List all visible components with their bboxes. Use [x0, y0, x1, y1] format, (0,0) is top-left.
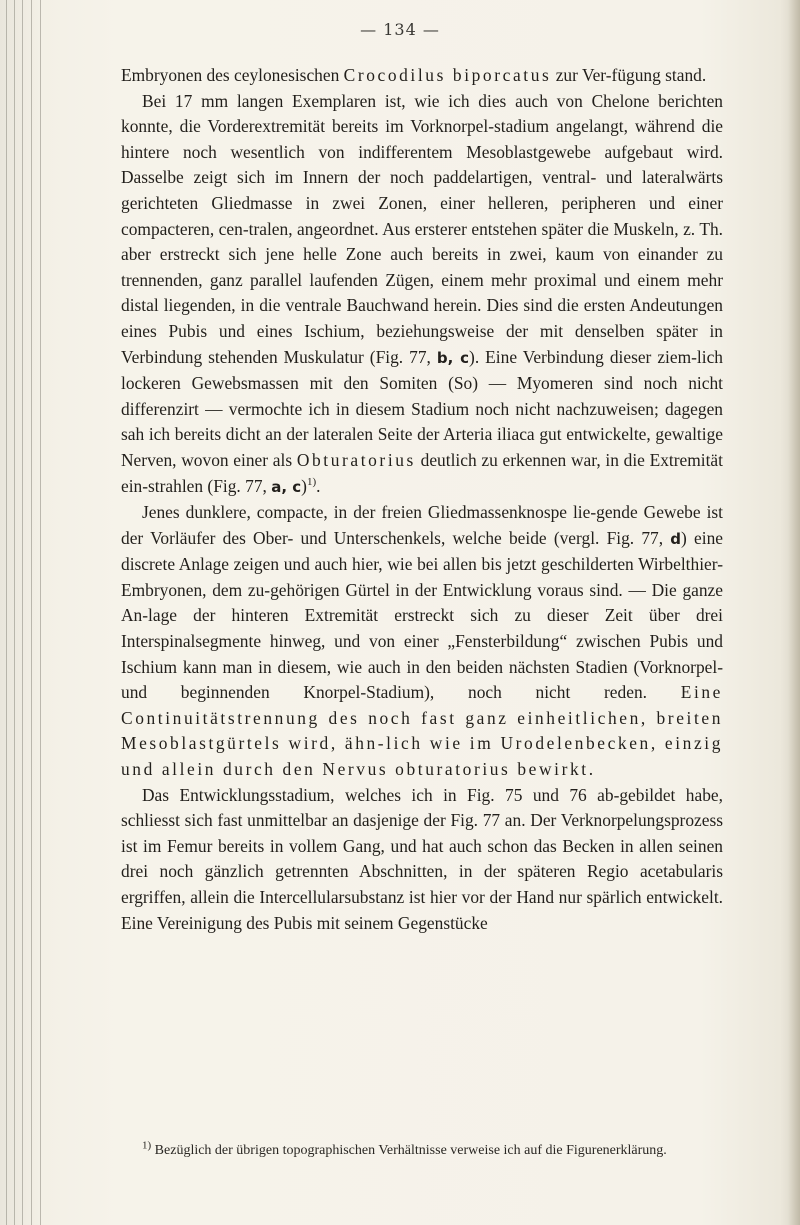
nerve-name: Obturatorius — [296, 449, 416, 470]
species-name: Crocodilus biporcatus — [343, 65, 552, 85]
binding-line — [14, 0, 15, 1225]
footnote-text: Bezüglich der übrigen topographischen Verhältnisse verweise ich auf die Figurenerklärung. — [151, 1143, 667, 1158]
binding-line — [6, 0, 7, 1225]
binding-line — [40, 0, 41, 1225]
figure-label: d — [670, 529, 682, 548]
binding-line — [22, 0, 23, 1225]
figure-label: b, c — [436, 348, 470, 367]
paragraph-1: Embryonen des ceylonesischen Crocodilus biporcatus zur Ver-fügung stand. — [121, 65, 707, 85]
page-edge-shadow — [788, 0, 800, 1225]
emphasized-sentence: Eine Continuitätstrennung des noch fast ganz einheitlichen, breiten Mesoblastgürtels wird, ähn-lich wie im Urodelenbecken, einzig und allein durch den Nervus obturatorius bewirkt. — [121, 682, 723, 780]
footnote-marker: 1) — [142, 1139, 152, 1152]
paragraph-2: Bei 17 mm langen Exemplaren ist, wie ich dies auch von Chelone berichten konnte, die Vorderextremität bereits im Vorknorpel-stadium angelangt, während die hintere noch wesentlich von indifferentem Mesoblastgewebe aufgebaut wird. Dasselbe zeigt sich im Innern der noch paddelartigen, ventral- und lateralwärts gerichteten Gliedmasse in zwei Zonen, einer helleren, peripheren und einer compacteren, cen-tralen, angeordnet. Aus ersterer entstehen später die Muskeln, z. Th. aber erstreckt sich jene helle Zone auch bereits in zwei, kaum von einander zu trennenden, ganz parallel laufenden Zügen, einem mehr proximal und einem mehr distal liegenden, in die ventrale Bauchwand herein. Dies sind die ersten Andeutungen eines Pubis und eines Ischium, beziehungsweise der mit denselben später in Verbindung stehenden Muskulatur (Fig. 77, b, c). Eine Verbindung dieser ziem-lich lockeren Gewebsmassen mit den Somiten (So) — Myomeren sind noch nicht differenzirt — vermochte ich in diesem Stadium noch nicht nachzuweisen; dagegen sah ich bereits dicht an der lateralen Seite der Arteria iliaca gut entwickelte, gewaltige Nerven, wovon einer als Obturatorius deutlich zu erkennen war, in die Extremität ein-strahlen (Fig. 77, a, c)$^{1)}$. — [121, 90, 723, 496]
paragraph-4: Das Entwicklungsstadium, welches ich in Fig. 75 und 76 ab-gebildet habe, schliesst sich fast unmittelbar an dasjenige der Fig. 77 an. Der Verknorpelungsprozess ist im Femur bereits in vollem Gang, und hat auch schon das Becken in allen seinen drei noch gänzlich getrennten Abschnitten, in der späteren Regio acetabularis ergriffen, allein die Intercellularsubstanz ist hier vor der Hand nur spärlich entwickelt. Eine Vereinigung des Pubis mit seinem Gegenstücke — [121, 784, 723, 933]
page-number: — 134 — — [360, 20, 440, 39]
body-text — [121, 63, 723, 936]
binding-line — [31, 0, 32, 1225]
paragraph-3: Jenes dunklere, compacte, in der freien Gliedmassenknospe lie-gende Gewebe ist der Vorläufer des Ober- und Unterschenkels, welche beide (vergl. Fig. 77, d) eine discrete Anlage zeigen und auch hier, wie bei allen bis jetzt geschilderten Wirbelthier-Embryonen, dem zu-gehörigen Gürtel in der Entwicklung voraus sind. — Die ganze An-lage der hinteren Extremität erstreckt sich zu dieser Zeit über drei Interspinalsegmente hinweg, und von einer „Fensterbildung“ zwischen Pubis und Ischium kann man in diesem, wie auch in den beiden nächsten Stadien (Vorknorpel- und beginnenden Knorpel-Stadium), noch nicht reden. Eine Continuitätstrennung des noch fast ganz einheitlichen, breiten Mesoblastgürtels wird, ähn-lich wie im Urodelenbecken, einzig und allein durch den Nervus obturatorius bewirkt. — [121, 502, 723, 780]
figure-label: a, c — [271, 477, 302, 496]
footnote — [121, 1141, 723, 1161]
footnote-ref: 1) — [306, 475, 317, 488]
